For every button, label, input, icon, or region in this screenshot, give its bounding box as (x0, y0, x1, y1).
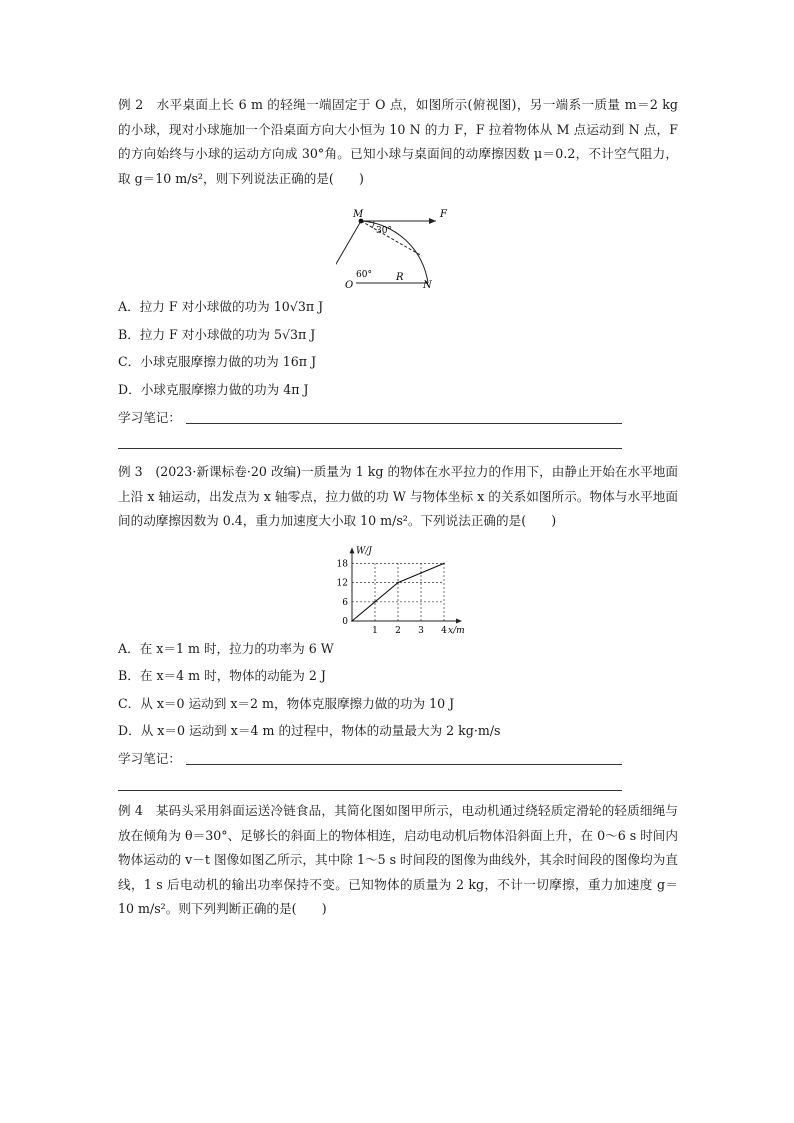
y-tick-label: 6 (342, 597, 348, 608)
label-angle-30: 30° (376, 226, 392, 236)
example2-stem: 例 2 水平桌面上长 6 m 的轻绳一端固定于 O 点，如图所示(俯视图)，另一端系一质量 m＝2 kg 的小球，现对小球施加一个沿桌面方向大小恒为 10 N 的力 F，F 拉着物体从 M 点运动到 N 点，F 的方向始终与小球的运动方向成 30°角。已知小球与桌面间的动摩擦因数 μ＝0.2，不计空气阻力，取 g＝10 m/s²，则下列说法正确的是( ) (118, 97, 678, 186)
example3-option-b: B．在 x＝4 m 时，物体的动能为 2 J (118, 668, 326, 683)
y-tick-label: 0 (342, 617, 348, 627)
example3-notes (118, 750, 622, 768)
y-axis-arrow (350, 547, 355, 553)
notes-line (186, 764, 622, 765)
example2-figure (336, 205, 476, 289)
example2-option-d: D．小球克服摩擦力做的功为 4π J (118, 382, 309, 397)
example3-option-c: C．从 x＝0 运动到 x＝2 m，物体克服摩擦力做的功为 10 J (118, 696, 455, 711)
x-tick-label: 2 (395, 626, 401, 635)
label-N: N (423, 280, 432, 289)
x-tick-label: 3 (418, 626, 424, 635)
x-tick-label: 1 (372, 626, 378, 635)
example2-option-a: A．拉力 F 对小球做的功为 10√3π J (118, 299, 324, 314)
data-point (351, 620, 353, 622)
data-point (420, 572, 422, 574)
example2-notes (118, 409, 622, 427)
example3-option-a: A．在 x＝1 m 时，拉力的功率为 6 W (118, 641, 334, 656)
example2-option-c: C．小球克服摩擦力做的功为 16π J (118, 354, 317, 369)
example4-stem: 例 4 某码头采用斜面运送冷链食品，其简化图如图甲所示，电动机通过绕轻质定滑轮的轻质细绳与放在倾角为 θ＝30°、足够长的斜面上的物体相连，启动电动机后物体沿斜面上升，在 0～6 s 时间内物体运动的 v－t 图像如图乙所示，其中除 1～5 s 时间段的图像为曲线外，其余时间段的图像均为直线，1 s 后电动机的输出功率保持不变。已知物体的质量为 2 kg，不计一切摩擦，重力加速度 g＝10 m/s²。则下列判断正确的是( ) (118, 803, 678, 916)
data-point (374, 601, 376, 603)
data-point (397, 582, 399, 584)
force-arrowhead (429, 218, 436, 224)
label-F: F (440, 209, 447, 220)
x-axis-arrow (456, 619, 462, 624)
label-O: O (345, 280, 354, 289)
label-R: R (396, 272, 404, 283)
example3-chart (330, 543, 470, 635)
notes-label: 学习笔记： (118, 410, 181, 425)
example3-stem: 例 3 (2023·新课标卷·20 改编)一质量为 1 kg 的物体在水平拉力的作用下，由静止开始在水平地面上沿 x 轴运动，出发点为 x 轴零点，拉力做的功 W 与物体坐标 x 的关系如图所示。物体与水平地面间的动摩擦因数为 0.4，重力加速度大小取 10 m/s²。下列说法正确的是( ) (118, 464, 678, 528)
example3-option-d: D．从 x＝0 运动到 x＝4 m 的过程中，物体的动量最大为 2 kg·m/s (118, 723, 501, 738)
x-tick-label: 4 (441, 626, 447, 635)
notes-line-2 (118, 790, 622, 791)
notes-label: 学习笔记： (118, 751, 181, 766)
y-tick-label: 18 (336, 559, 348, 570)
data-point (443, 563, 445, 565)
label-angle-60: 60° (356, 270, 372, 280)
label-M: M (353, 209, 364, 220)
notes-line (186, 423, 622, 424)
example2-option-b: B．拉力 F 对小球做的功为 5√3π J (118, 327, 316, 342)
y-tick-label: 12 (336, 578, 348, 589)
notes-line-2 (118, 448, 622, 449)
x-axis-label: x/m (448, 626, 465, 635)
y-axis-label: W/J (356, 546, 372, 557)
